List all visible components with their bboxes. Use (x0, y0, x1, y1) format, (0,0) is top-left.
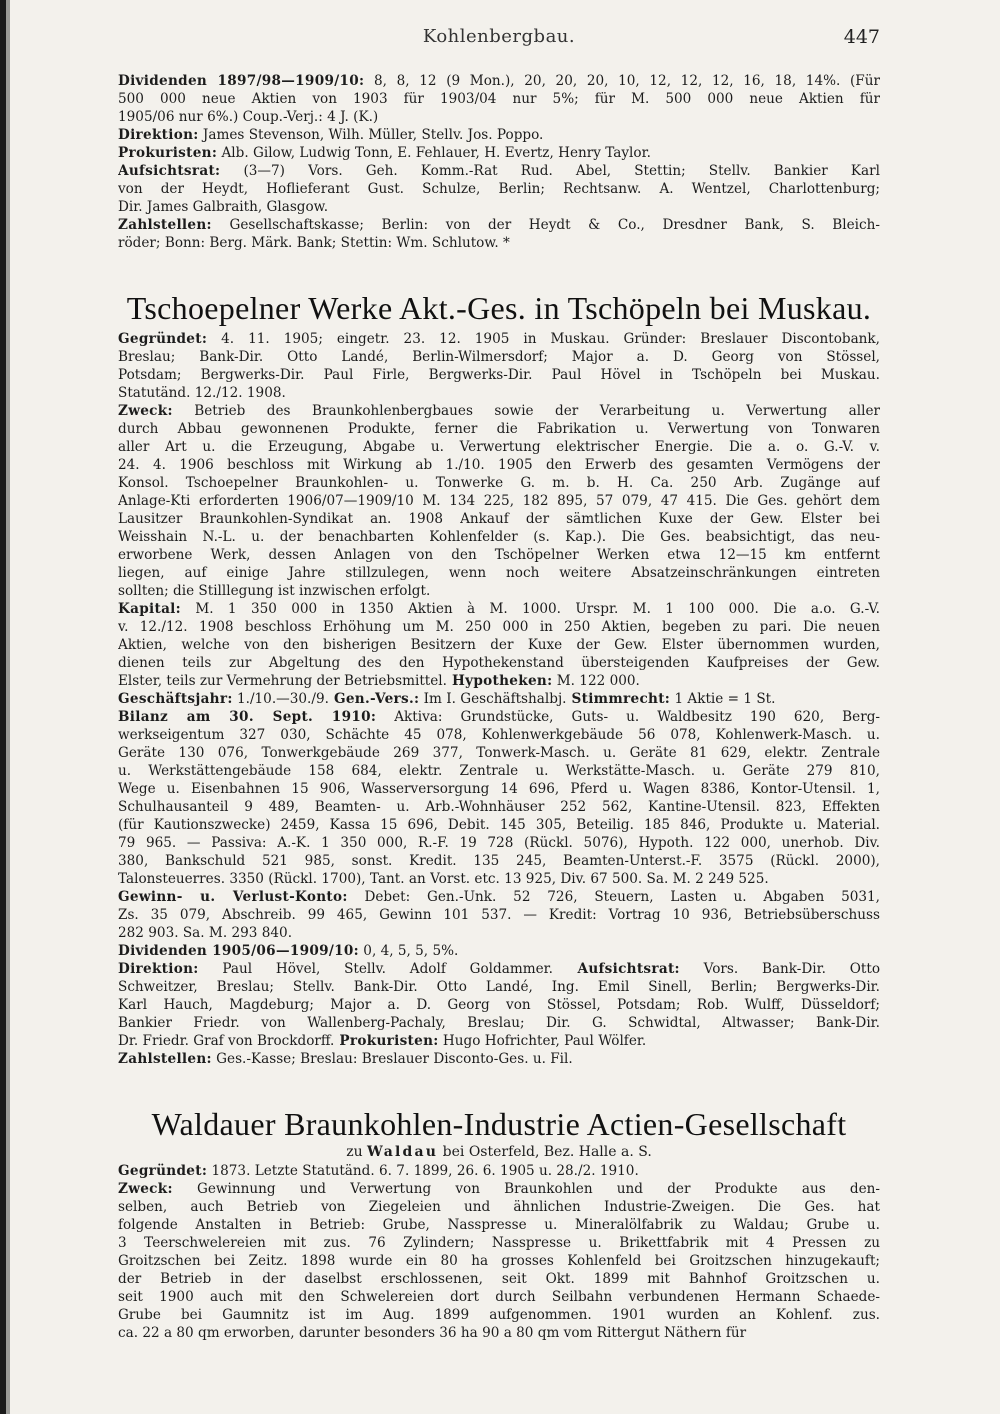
field-text: Paul Hövel, Stellv. Adolf Goldammer. (198, 961, 553, 977)
text-line (118, 72, 880, 90)
field-label: Hypotheken: (446, 673, 553, 689)
field-text: ca. 22 a 80 qm erworben, darunter besonders 36 ha 90 a 80 qm vom Rittergut Näthern für (118, 1325, 747, 1341)
field-text: Grube bei Gaumnitz ist im Aug. 1899 aufgenommen. 1901 wurden an Kohlenf. zus. (118, 1307, 880, 1323)
field-text: von der Heydt, Hoflieferant Gust. Schulze, Berlin; Rechtsanw. A. Wentzel, Charlottenburg; (118, 181, 880, 197)
field-label: Zweck: (118, 1181, 173, 1197)
text-line (118, 1234, 880, 1252)
text-line (118, 348, 880, 366)
text-line (118, 1270, 880, 1288)
field-label: Direktion: (118, 961, 199, 977)
text-line (118, 978, 880, 996)
field-label: Zahlstellen: (118, 1051, 212, 1067)
field-label: Aufsichtsrat: (553, 961, 680, 977)
page-header (118, 26, 880, 54)
field-text: M. 1 350 000 in 1350 Aktien à M. 1000. Urspr. M. 1 100 000. Die a.o. G.-V. (180, 601, 880, 617)
text-line (118, 330, 880, 348)
text-line (118, 924, 880, 942)
field-label: Gen.-Vers.: (328, 691, 420, 707)
field-label: Geschäftsjahr: (118, 691, 233, 707)
field-text: James Stevenson, Wilh. Müller, Stellv. Jos. Poppo. (198, 127, 544, 143)
field-text: liegen, auf einige Jahre stillzulegen, wenn noch weitere Absatzeinschränkungen eintreten (118, 565, 880, 581)
field-text: dienen teils zur Abgeltung des den Hypothekenstand übersteigenden Kaufpreises der Gew. (118, 655, 880, 671)
field-text: 24. 4. 1906 beschloss mit Wirkung ab 1./10. 1905 den Erwerb des gesamten Vermögens der (118, 457, 880, 473)
field-text: sollten; die Stilllegung ist inzwischen erfolgt. (118, 583, 431, 599)
text-line (118, 1032, 880, 1050)
text-line (118, 618, 880, 636)
text-line (118, 906, 880, 924)
field-text: der Betrieb in der daselbst erschlossenen, seit Okt. 1899 mit Bahnhof Groitzschen u. (118, 1271, 880, 1287)
field-text: (3—7) Vors. Geh. Komm.-Rat Rud. Abel, Stettin; Stellv. Bankier Karl (220, 163, 880, 179)
field-text: 4. 11. 1905; eingetr. 23. 12. 1905 in Muskau. Gründer: Breslauer Discontobank, (207, 331, 880, 347)
field-text: röder; Bonn: Berg. Märk. Bank; Stettin: Wm. Schlutow. * (118, 235, 510, 251)
entry-subtitle (118, 1142, 880, 1162)
text-line (118, 1014, 880, 1032)
page-number: 447 (843, 26, 880, 48)
field-text: (für Kautionszwecke) 2459, Kassa 15 696, Debit. 145 305, Beteilig. 185 846, Produkte u. Material. (118, 817, 880, 833)
field-text: Elster, teils zur Vermehrung der Betriebsmittel. (118, 673, 447, 689)
field-text: Gewinnung und Verwertung von Braunkohlen und der Produkte aus den- (172, 1181, 880, 1197)
field-label: Gewinn- u. Verlust-Konto: (118, 889, 348, 905)
field-text: u. Werkstättengebäude 158 684, elektr. Zentrale u. Werkstätte-Masch. u. Geräte 279 810, (118, 763, 880, 779)
company-entry-waldauer (118, 1106, 880, 1342)
field-text: Geräte 130 076, Tonwerkgebäude 269 377, Tonwerk-Masch. u. Geräte 81 629, elektr. Zentrale (118, 745, 880, 761)
field-text: 1905/06 nur 6%.) Coup.-Verj.: 4 J. (K.) (118, 109, 379, 125)
field-text: 380, Bankschuld 521 985, sonst. Kredit. 135 245, Beamten-Unterst.-F. 3575 (Rückl. 2000), (118, 853, 880, 869)
text-line (118, 1198, 880, 1216)
text-line (118, 1050, 880, 1068)
text-line (118, 198, 880, 216)
text-line (118, 1306, 880, 1324)
field-label: Gegründet: (118, 1163, 208, 1179)
field-text: Groitzschen bei Zeitz. 1898 wurde ein 80 ha grosses Kohlenfeld bei Groitzschen hinzugekauft; (118, 1253, 880, 1269)
text-line (118, 216, 880, 234)
entry-continuation (118, 72, 880, 252)
text-line (118, 1324, 880, 1342)
field-text: Debet: Gen.-Unk. 52 726, Steuern, Lasten u. Abgaben 5031, (347, 889, 880, 905)
text-line (118, 144, 880, 162)
entry-title: Tschoepelner Werke Akt.-Ges. in Tschöpeln bei Muskau. (126, 290, 872, 326)
field-label: Zahlstellen: (118, 217, 212, 233)
subtitle-prefix: zu (346, 1144, 368, 1160)
text-line (118, 996, 880, 1014)
text-line (118, 780, 880, 798)
field-label: Stimmrecht: (566, 691, 671, 707)
text-line (118, 1180, 880, 1198)
text-line (118, 108, 880, 126)
field-text: Bankier Friedr. von Wallenberg-Pachaly, Breslau; Dir. G. Schwidtal, Altwasser; Bank-Dir. (118, 1015, 880, 1031)
field-text: 0, 4, 5, 5, 5%. (358, 943, 459, 959)
field-text: Anlage-Kti erforderten 1906/07—1909/10 M. 134 225, 182 895, 57 079, 47 415. Die Ges. gehört dem (118, 493, 880, 509)
field-text: Aktiva: Grundstücke, Guts- u. Waldbesitz 190 620, Berg- (376, 709, 880, 725)
running-head: Kohlenbergbau. (422, 26, 576, 47)
field-text: Dir. James Galbraith, Glasgow. (118, 199, 329, 215)
text-line (118, 834, 880, 852)
text-line (118, 870, 880, 888)
text-line (118, 852, 880, 870)
text-line (118, 180, 880, 198)
field-text: Statutänd. 12./12. 1908. (118, 385, 286, 401)
field-text: Vors. Bank-Dir. Otto (679, 961, 880, 977)
text-line (118, 600, 880, 618)
text-line (118, 1216, 880, 1234)
text-line (118, 126, 880, 144)
text-line (118, 744, 880, 762)
field-text: aller Art u. die Erzeugung, Abgabe u. Verwertung elektrischer Energie. Die a. o. G.-V. v. (118, 439, 880, 455)
text-line (118, 960, 880, 978)
field-label: Gegründet: (118, 331, 208, 347)
field-text: Potsdam; Bergwerks-Dir. Paul Firle, Bergwerks-Dir. Paul Hövel in Tschöpeln bei Muskau. (118, 367, 880, 383)
text-line (118, 492, 880, 510)
field-text: Breslau; Bank-Dir. Otto Landé, Berlin-Wilmersdorf; Major a. D. Georg von Stössel, (118, 349, 880, 365)
text-line (118, 816, 880, 834)
text-line (118, 888, 880, 906)
field-text: seit 1900 auch mit den Schwelereien dort durch Seilbahn verbundenen Hermann Schaede- (118, 1289, 880, 1305)
text-line (118, 1252, 880, 1270)
field-text: Gesellschaftskasse; Berlin: von der Heydt & Co., Dresdner Bank, S. Bleich- (211, 217, 880, 233)
text-line (118, 708, 880, 726)
field-text: Zs. 35 079, Abschreib. 99 465, Gewinn 101 537. — Kredit: Vortrag 10 936, Betriebsüberschuss (118, 907, 880, 923)
text-line (118, 672, 880, 690)
company-entry-tschoepelner (118, 290, 880, 1068)
text-line (118, 726, 880, 744)
field-text: 79 965. — Passiva: A.-K. 1 350 000, R.-F. 19 728 (Rückl. 5076), Hypoth. 122 000, unerhob. Div. (118, 835, 880, 851)
field-text: Schweitzer, Breslau; Stellv. Bank-Dir. Otto Landé, Ing. Emil Sinell, Berlin; Bergwerks-Dir. (118, 979, 880, 995)
entry-body (118, 330, 880, 1068)
field-text: Dr. Friedr. Graf von Brockdorff. (118, 1033, 335, 1049)
field-text: Alb. Gilow, Ludwig Tonn, E. Fehlauer, H. Evertz, Henry Taylor. (217, 145, 651, 161)
field-text: erworbene Werk, dessen Anlagen von den Tschöpelner Werken etwa 12—15 km entfernt (118, 547, 880, 563)
field-text: Konsol. Tschoepelner Braunkohlen- u. Tonwerke G. m. b. H. Ca. 250 Arb. Zugänge auf (118, 475, 880, 491)
text-line (118, 234, 880, 252)
text-line (118, 162, 880, 180)
text-line (118, 384, 880, 402)
field-text: Karl Hauch, Magdeburg; Major a. D. Georg von Stössel, Potsdam; Rob. Wulff, Düsseldorf; (118, 997, 880, 1013)
field-text: durch Abbau gewonnenen Produkte, ferner die Fabrikation u. Verwertung von Tonwaren (118, 421, 880, 437)
field-label: Prokuristen: (118, 145, 218, 161)
text-line (118, 654, 880, 672)
text-line (118, 510, 880, 528)
subtitle-suffix: bei Osterfeld, Bez. Halle a. S. (438, 1144, 652, 1160)
field-text: Wege u. Eisenbahnen 15 906, Wasserversorgung 14 696, Pferd u. Wagen 8386, Kontor-Utensil. 1, (118, 781, 880, 797)
field-label: Dividenden 1897/98—1909/10: (118, 73, 365, 89)
field-text: 500 000 neue Aktien von 1903 für 1903/04 nur 5%; für M. 500 000 neue Aktien für (118, 91, 880, 107)
text-line (118, 564, 880, 582)
text-line (118, 474, 880, 492)
field-text: M. 122 000. (552, 673, 640, 689)
field-text: 1873. Letzte Statutänd. 6. 7. 1899, 26. 6. 1905 u. 28./2. 1910. (207, 1163, 639, 1179)
text-line (118, 762, 880, 780)
text-column (118, 72, 880, 1342)
text-line (118, 528, 880, 546)
field-label: Bilanz am 30. Sept. 1910: (118, 709, 377, 725)
field-text: Betrieb des Braunkohlenbergbaues sowie der Verarbeitung u. Verwertung aller (172, 403, 880, 419)
field-text: Hugo Hofrichter, Paul Wölfer. (438, 1033, 647, 1049)
field-text: Lausitzer Braunkohlen-Syndikat an. 1908 Ankauf der sämtlichen Kuxe der Gew. Elster bei (118, 511, 880, 527)
subtitle-place: Waldau (367, 1144, 439, 1160)
field-text: v. 12./12. 1908 beschloss Erhöhung um M. 250 000 in 250 Aktien, begeben zu pari. Die neuen (118, 619, 880, 635)
entry-title: Waldauer Braunkohlen-Industrie Actien-Gesellschaft (151, 1106, 847, 1142)
text-line (118, 798, 880, 816)
field-text: werkseigentum 327 030, Schächte 45 078, Kohlenwerkgebäude 56 078, Kohlenwerk-Masch. u. (118, 727, 880, 743)
field-text: folgende Anstalten in Betrieb: Grube, Nasspresse u. Mineralölfabrik zu Waldau; Grube u. (118, 1217, 880, 1233)
field-label: Kapital: (118, 601, 181, 617)
text-line (118, 1288, 880, 1306)
text-line (118, 546, 880, 564)
field-text: Ges.-Kasse; Breslau: Breslauer Disconto-Ges. u. Fil. (211, 1051, 573, 1067)
text-line (118, 636, 880, 654)
field-text: Weisshain N.-L. u. der benachbarten Kohlenfelder (s. Kap.). Die Ges. beabsichtigt, das neu- (118, 529, 880, 545)
field-label: Aufsichtsrat: (118, 163, 221, 179)
text-line (118, 420, 880, 438)
field-label: Prokuristen: (334, 1033, 439, 1049)
field-text: selben, auch Betrieb von Ziegeleien und ähnlichen Industrie-Zweigen. Die Ges. hat (118, 1199, 880, 1215)
text-line (118, 942, 880, 960)
field-text: Talonsteuerres. 3350 (Rückl. 1700), Tant. an Vorst. etc. 13 925, Div. 67 500. Sa. M. 2 249 525. (118, 871, 769, 887)
field-label: Direktion: (118, 127, 199, 143)
field-text: 8, 8, 12 (9 Mon.), 20, 20, 20, 10, 12, 12, 12, 16, 18, 14%. (Für (364, 73, 880, 89)
field-label: Dividenden 1905/06—1909/10: (118, 943, 359, 959)
text-line (118, 438, 880, 456)
text-line (118, 582, 880, 600)
field-text: 282 903. Sa. M. 293 840. (118, 925, 293, 941)
field-label: Zweck: (118, 403, 173, 419)
text-line (118, 690, 880, 708)
field-text: Aktien, welche von den bisherigen Besitzern der Kuxe der Gew. Elster übernommen wurden, (118, 637, 880, 653)
field-text: 3 Teerschwelereien mit zus. 76 Zylindern; Nasspresse u. Brikettfabrik mit 4 Pressen zu (118, 1235, 880, 1251)
text-line (118, 456, 880, 474)
field-text: Im I. Geschäftshalbj. (419, 691, 567, 707)
field-text: 1./10.—30./9. (232, 691, 329, 707)
entry-body (118, 1162, 880, 1342)
field-text: 1 Aktie = 1 St. (670, 691, 776, 707)
text-line (118, 366, 880, 384)
scan-edge-shadow (6, 0, 10, 1414)
text-line (118, 1162, 880, 1180)
text-line (118, 402, 880, 420)
text-line (118, 90, 880, 108)
field-text: Schulhausanteil 9 489, Beamten- u. Arb.-Wohnhäuser 252 562, Kantine-Utensil. 823, Effekten (118, 799, 880, 815)
